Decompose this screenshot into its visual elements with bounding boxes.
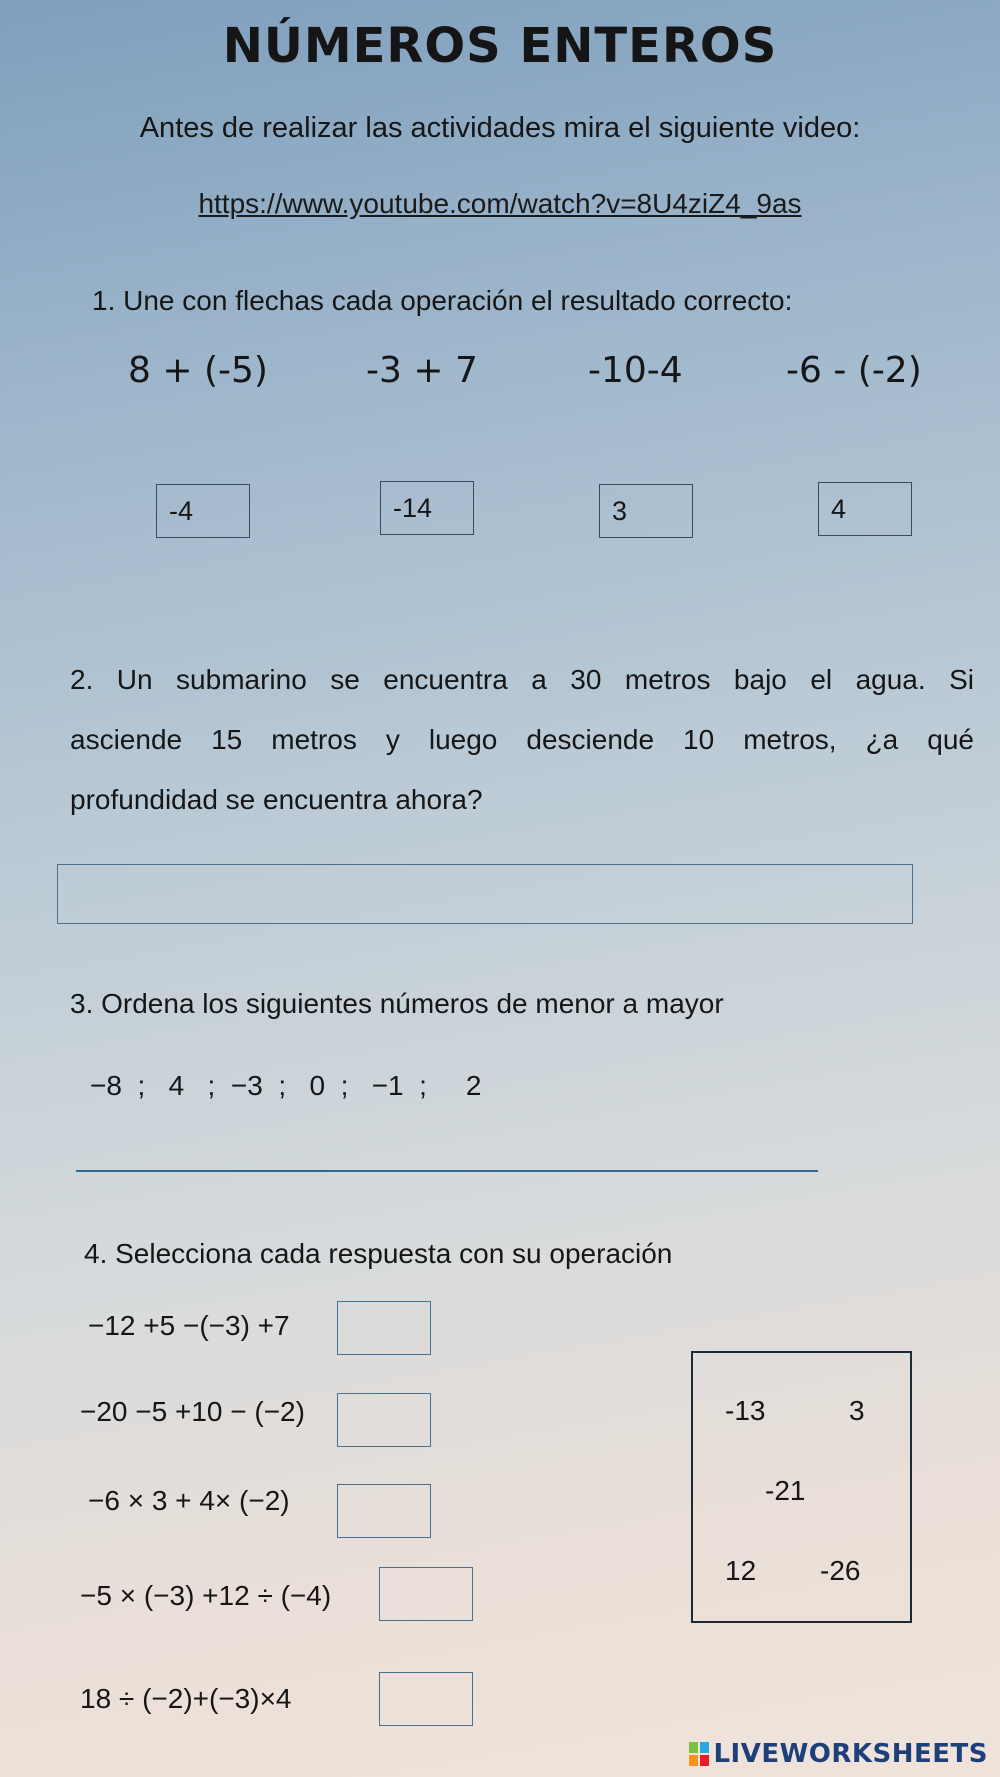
q1-result-3[interactable]	[599, 484, 693, 538]
q4-expression-1: −12 +5 −(−3) +7	[88, 1310, 290, 1341]
q1-result-3-label: 3	[612, 495, 628, 526]
q4-prompt: 4. Selecciona cada respuesta con su operación	[84, 1238, 673, 1269]
liveworksheets-logo-icon	[689, 1742, 709, 1766]
q4-expression-5: 18 ÷ (−2)+(−3)×4	[80, 1683, 292, 1714]
intro-text: Antes de realizar las actividades mira el siguiente video:	[139, 112, 861, 144]
q2-line-3: profundidad se encuentra ahora?	[70, 784, 483, 815]
q1-result-2-label: -14	[393, 492, 433, 523]
q4-option-4[interactable]: 12	[725, 1555, 757, 1586]
q3-numbers: −8 ; 4 ; −3 ; 0 ; −1 ; 2	[90, 1070, 482, 1101]
q4-expression-3: −6 × 3 + 4× (−2)	[88, 1485, 290, 1516]
q1-result-4[interactable]	[818, 482, 912, 536]
q1-result-4-label: 4	[831, 493, 847, 524]
q4-option-1[interactable]: -13	[725, 1395, 766, 1426]
q4-answer-box-5[interactable]	[379, 1672, 473, 1726]
brand-text: LIVEWORKSHEETS	[713, 1739, 988, 1769]
q1-result-1-label: -4	[169, 495, 194, 526]
q4-option-5[interactable]: -26	[820, 1555, 861, 1586]
q1-operation-2[interactable]: -3 + 7	[366, 350, 478, 391]
q4-answer-box-1[interactable]	[337, 1301, 431, 1355]
q4-option-3[interactable]: -21	[765, 1475, 806, 1506]
video-link[interactable]: https://www.youtube.com/watch?v=8U4ziZ4_9as	[198, 188, 802, 219]
q4-answer-box-4[interactable]	[379, 1567, 473, 1621]
q4-expression-4: −5 × (−3) +12 ÷ (−4)	[80, 1580, 332, 1611]
q1-operation-3[interactable]: -10-4	[588, 350, 683, 391]
page-title: NÚMEROS ENTEROS	[222, 18, 778, 74]
q1-operation-4[interactable]: -6 - (-2)	[786, 350, 922, 391]
q2-line-2: asciende 15 metros y luego desciende 10 metros, ¿a qué	[70, 724, 974, 755]
q2-answer-field[interactable]	[57, 864, 913, 924]
q1-prompt: 1. Une con flechas cada operación el resultado correcto:	[92, 285, 793, 316]
q3-answer-line[interactable]	[76, 1170, 818, 1172]
q1-result-2[interactable]	[380, 481, 474, 535]
q4-expression-2: −20 −5 +10 − (−2)	[80, 1396, 305, 1427]
q3-prompt: 3. Ordena los siguientes números de menor a mayor	[70, 988, 724, 1019]
liveworksheets-brand	[689, 1739, 988, 1769]
q1-result-1[interactable]	[156, 484, 250, 538]
q1-operation-1[interactable]: 8 + (-5)	[128, 350, 268, 391]
q4-answer-box-2[interactable]	[337, 1393, 431, 1447]
q4-option-2[interactable]: 3	[849, 1395, 865, 1426]
q2-prompt	[70, 650, 974, 830]
q4-answer-box-3[interactable]	[337, 1484, 431, 1538]
q2-line-1: 2. Un submarino se encuentra a 30 metros bajo el agua. Si	[70, 664, 974, 695]
